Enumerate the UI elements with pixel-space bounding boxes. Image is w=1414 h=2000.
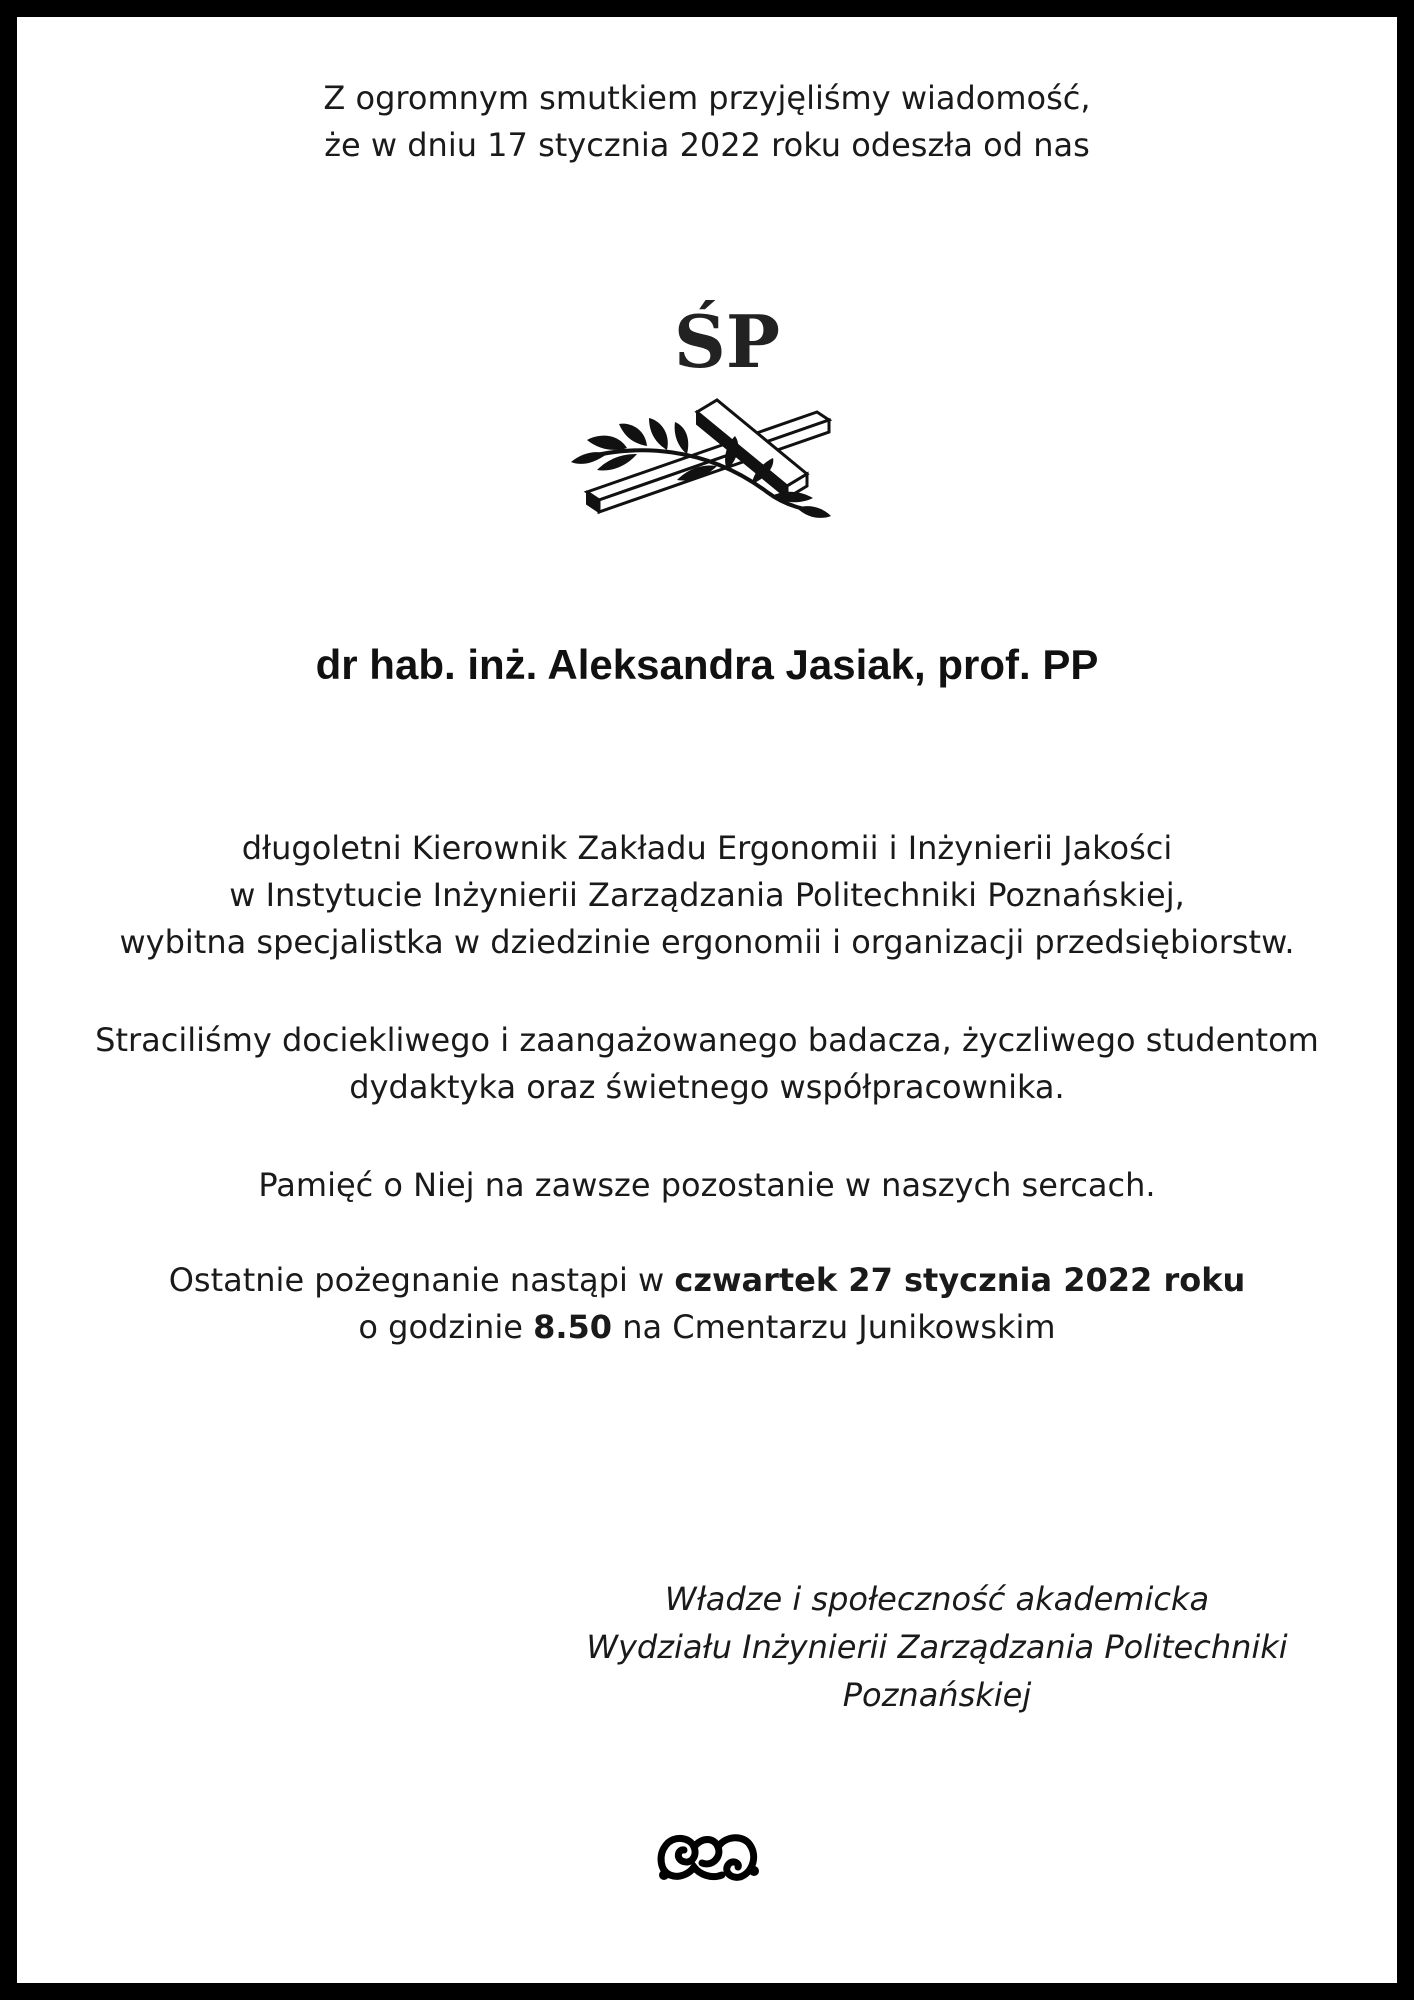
signature-line-1: Władze i społeczność akademicka (664, 1580, 1210, 1618)
funeral-line-1 (17, 1257, 1397, 1304)
sp-label: ŚP (673, 299, 781, 384)
description-line-3: wybitna specjalistka w dziedzinie ergonomii i organizacji przedsiębiorstw. (119, 923, 1295, 961)
memory-line: Pamięć o Niej na zawsze pozostanie w naszych sercach. (258, 1166, 1156, 1204)
tribute-paragraph (17, 1017, 1397, 1111)
tribute-line-2: dydaktyka oraz świetnego współpracownika. (349, 1068, 1065, 1106)
funeral-time-prefix: o godzinie (358, 1308, 534, 1346)
funeral-place: na Cmentarzu Junikowskim (612, 1308, 1056, 1346)
description-line-2: w Instytucie Inżynierii Zarządzania Politechniki Poznańskiej, (229, 876, 1185, 914)
tribute-line-1: Straciliśmy dociekliwego i zaangażowanego badacza, życzliwego studentom (95, 1021, 1319, 1059)
description-paragraph (17, 825, 1397, 966)
signature (497, 1575, 1377, 1719)
description-line-1: długoletni Kierownik Zakładu Ergonomii i Inżynierii Jakości (241, 829, 1173, 867)
intro-text (17, 75, 1397, 169)
memory-paragraph (17, 1162, 1397, 1209)
cross-with-olive-branch-icon (567, 392, 867, 532)
memorial-symbol (567, 297, 867, 547)
deceased-name: dr hab. inż. Aleksandra Jasiak, prof. PP (315, 641, 1099, 688)
funeral-prefix: Ostatnie pożegnanie nastąpi w (168, 1261, 675, 1299)
intro-line-2: że w dniu 17 stycznia 2022 roku odeszła od nas (324, 126, 1090, 164)
funeral-line-2 (17, 1304, 1397, 1351)
funeral-paragraph (17, 1257, 1397, 1351)
funeral-time: 8.50 (533, 1308, 613, 1346)
signature-line-2: Wydziału Inżynierii Zarządzania Politechniki Poznańskiej (586, 1628, 1288, 1714)
intro-line-1: Z ogromnym smutkiem przyjęliśmy wiadomość, (323, 79, 1091, 117)
obituary-sheet (17, 17, 1397, 1983)
funeral-date: czwartek 27 stycznia 2022 roku (674, 1261, 1246, 1299)
ornament-icon (656, 1831, 760, 1883)
